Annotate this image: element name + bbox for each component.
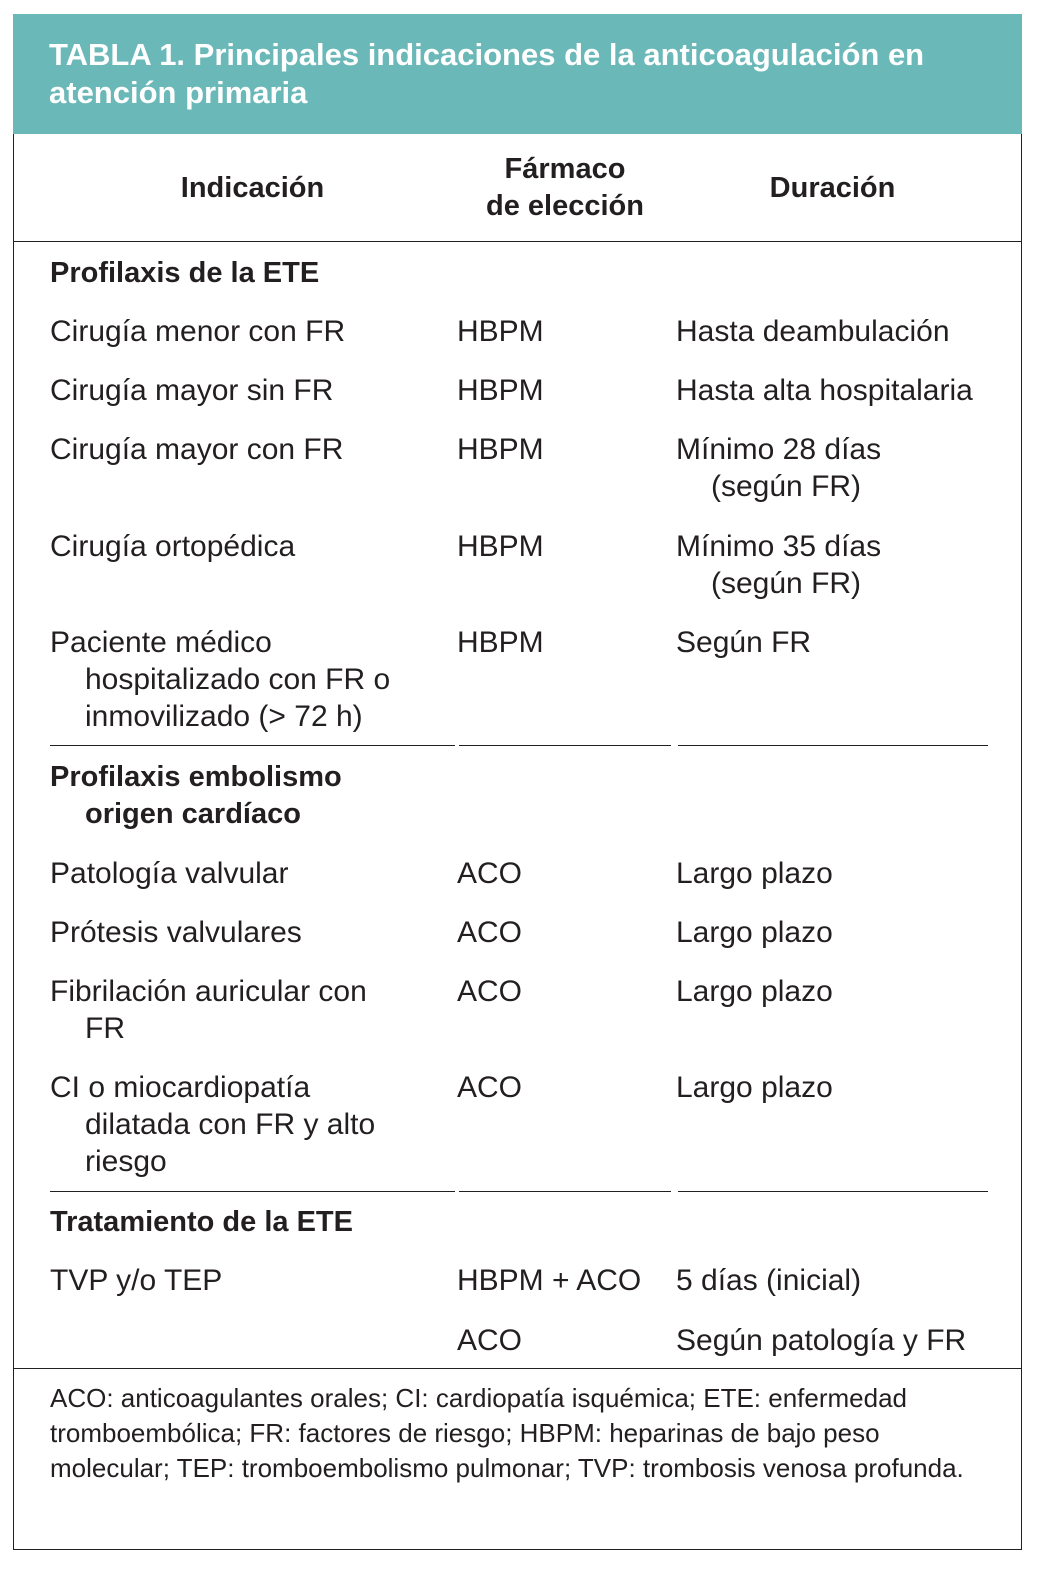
- section-title-tratamiento-ete: Tratamiento de la ETE: [50, 1206, 353, 1238]
- cell-farmaco: ACO: [457, 857, 523, 890]
- cell-indicacion: Patología valvular: [50, 857, 289, 890]
- cell-farmaco: HBPM: [457, 626, 544, 659]
- header-indicacion: [50, 135, 455, 241]
- cell-duracion: Hasta deambulación: [676, 315, 950, 348]
- cell-indicacion-line: inmovilizado (> 72 h): [85, 700, 363, 733]
- cell-indicacion: TVP y/o TEP: [50, 1264, 223, 1297]
- cell-indicacion: Cirugía mayor sin FR: [50, 374, 334, 407]
- section-title-profilaxis-embolismo: [50, 759, 342, 833]
- section-divider: [50, 1191, 455, 1192]
- section-divider: [459, 1191, 671, 1192]
- header-duracion: [675, 135, 990, 241]
- section-title-line: origen cardíaco: [85, 798, 301, 830]
- cell-indicacion-line: CI o miocardiopatía: [50, 1071, 311, 1104]
- cell-farmaco: HBPM: [457, 433, 544, 466]
- section-divider: [678, 745, 988, 746]
- cell-duracion-line: (según FR): [711, 567, 862, 600]
- table-title-bar: [13, 14, 1022, 134]
- cell-farmaco: HBPM + ACO: [457, 1264, 642, 1297]
- cell-duracion: [676, 431, 881, 505]
- table-title-line2: atención primaria: [49, 75, 308, 110]
- cell-duracion: 5 días (inicial): [676, 1264, 862, 1297]
- section-title-line: Profilaxis embolismo: [50, 761, 342, 793]
- section-divider: [50, 745, 455, 746]
- table-footnote: ACO: anticoagulantes orales; CI: cardiopatía isquémica; ETE: enfermedad tromboembólica; FR: factores de riesgo; HBPM: heparinas de bajo peso molecular; TEP: tromboembolismo pulmonar; TVP: trombosis venosa profunda.: [50, 1383, 964, 1483]
- cell-duracion: Según FR: [676, 626, 812, 659]
- cell-indicacion: Prótesis valvulares: [50, 916, 302, 949]
- cell-indicacion: [50, 624, 390, 735]
- cell-indicacion-line: hospitalizado con FR o: [85, 663, 391, 696]
- cell-duracion-line: Mínimo 28 días: [676, 433, 882, 466]
- cell-duracion: Largo plazo: [676, 857, 833, 890]
- cell-farmaco: HBPM: [457, 374, 544, 407]
- cell-farmaco: ACO: [457, 975, 523, 1008]
- header-farmaco-line1: Fármaco: [504, 153, 626, 185]
- cell-indicacion: Cirugía ortopédica: [50, 530, 296, 563]
- header-duracion-label: Duración: [769, 171, 896, 204]
- cell-farmaco: HBPM: [457, 530, 544, 563]
- cell-farmaco: ACO: [457, 1071, 523, 1104]
- cell-duracion: Largo plazo: [676, 916, 833, 949]
- cell-duracion: [676, 528, 881, 602]
- cell-duracion-line: (según FR): [711, 470, 862, 503]
- cell-duracion: Largo plazo: [676, 1071, 833, 1104]
- cell-indicacion: [50, 973, 367, 1047]
- header-farmaco: [456, 135, 674, 241]
- cell-indicacion-line: FR: [85, 1012, 125, 1045]
- section-divider: [459, 745, 671, 746]
- cell-farmaco: ACO: [457, 1324, 523, 1357]
- section-divider: [678, 1191, 988, 1192]
- cell-duracion-line: Mínimo 35 días: [676, 530, 882, 563]
- cell-indicacion-line: Paciente médico: [50, 626, 272, 659]
- cell-duracion: Según patología y FR: [676, 1324, 967, 1357]
- header-divider: [13, 241, 1022, 242]
- cell-farmaco: ACO: [457, 916, 523, 949]
- cell-duracion: Largo plazo: [676, 975, 833, 1008]
- header-farmaco-line2: de elección: [486, 190, 644, 222]
- cell-indicacion: Cirugía menor con FR: [50, 315, 346, 348]
- header-indicacion-label: Indicación: [180, 171, 325, 204]
- cell-indicacion: Cirugía mayor con FR: [50, 433, 344, 466]
- cell-indicacion: [50, 1069, 375, 1180]
- cell-indicacion-line: riesgo: [85, 1145, 167, 1178]
- table-title-line1: TABLA 1. Principales indicaciones de la anticoagulación en: [49, 37, 925, 72]
- cell-indicacion-line: Fibrilación auricular con: [50, 975, 367, 1008]
- footnote-divider: [13, 1368, 1022, 1369]
- cell-indicacion-line: dilatada con FR y alto: [85, 1108, 376, 1141]
- cell-farmaco: HBPM: [457, 315, 544, 348]
- cell-duracion: Hasta alta hospitalaria: [676, 374, 973, 407]
- section-title-profilaxis-ete: Profilaxis de la ETE: [50, 257, 320, 289]
